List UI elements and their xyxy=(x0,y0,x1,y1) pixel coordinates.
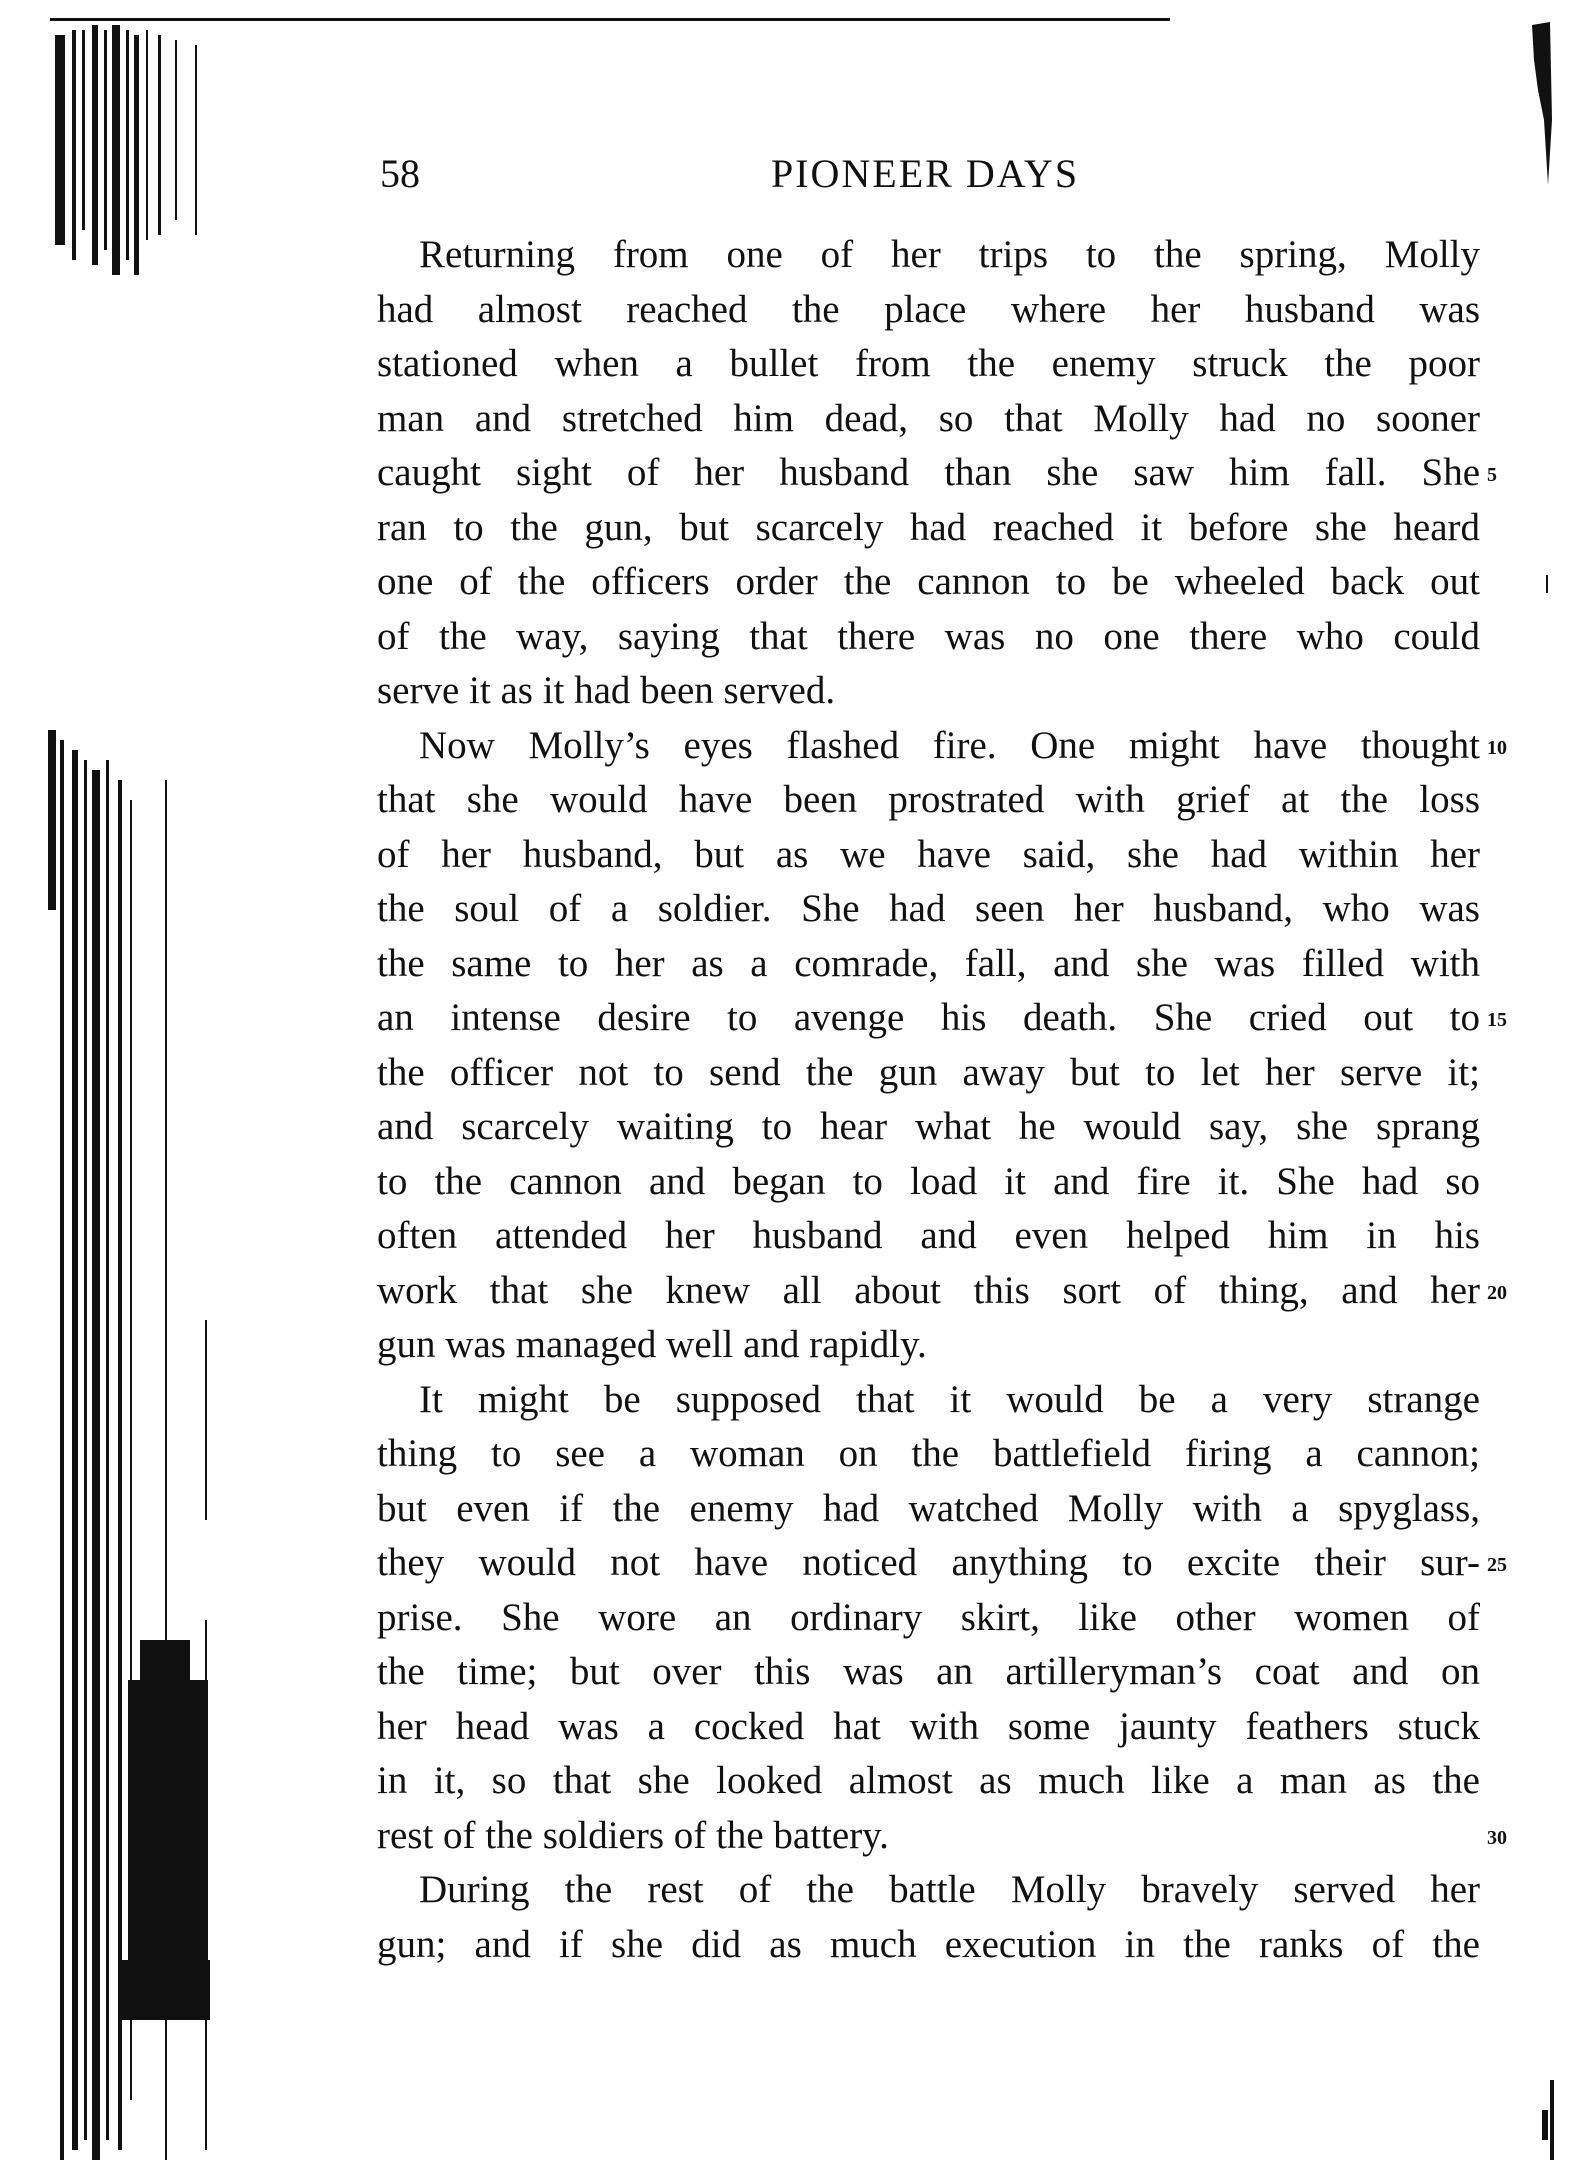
text-line: and scarcely waiting to hear what he would say, she sprang xyxy=(377,1105,1480,1148)
text-line: gun; and if she did as much execution in the ranks of the xyxy=(377,1922,1480,1966)
text-line: Returning from one of her trips to the spring, Molly xyxy=(419,233,1480,276)
text-line: an intense desire to avenge his death. She cried out to 15 xyxy=(377,991,1480,1046)
page-header xyxy=(370,150,1480,210)
text-line: It might be supposed that it would be a very strange xyxy=(419,1377,1480,1421)
text-line: the officer not to send the gun away but to let her serve it; xyxy=(377,1050,1480,1094)
text-line: During the rest of the battle Molly bravely served her xyxy=(419,1868,1480,1911)
text-line: but even if the enemy had watched Molly with a spyglass, xyxy=(377,1486,1480,1530)
text-line: thing to see a woman on the battlefield firing a cannon; xyxy=(377,1432,1480,1475)
text-line: often attended her husband and even helped him in his xyxy=(377,1214,1480,1257)
scan-right-edge xyxy=(1520,0,1576,2181)
text-line: the soul of a soldier. She had seen her husband, who was xyxy=(377,887,1480,930)
text-line: Now Molly’s eyes flashed fire. One might have thought 10 xyxy=(377,719,1480,774)
text-line: prise. She wore an ordinary skirt, like other women of xyxy=(377,1595,1480,1639)
text-line: had almost reached the place where her husband was xyxy=(377,287,1480,331)
text-line: the time; but over this was an artilleryman’s coat and on xyxy=(377,1650,1480,1693)
running-head: PIONEER DAYS xyxy=(770,151,1080,196)
text-line: ran to the gun, but scarcely had reached it before she heard xyxy=(377,505,1480,549)
body-text xyxy=(377,228,1507,1972)
text-line: rest of the soldiers of the battery. 30 xyxy=(377,1809,1480,1864)
page-number: 58 xyxy=(380,151,420,196)
text-line: they would not have noticed anything to excite their sur- 25 xyxy=(377,1536,1480,1591)
text-line: serve it as it had been served. xyxy=(377,669,836,712)
line-number: 5 xyxy=(1487,464,1497,486)
text-line: one of the officers order the cannon to be wheeled back out xyxy=(377,560,1480,603)
line-number: 15 xyxy=(1487,1009,1507,1031)
text-line: of her husband, but as we have said, she had within her xyxy=(377,832,1480,876)
text-line: work that she knew all about this sort of thing, and her 20 xyxy=(377,1264,1480,1319)
line-number: 25 xyxy=(1487,1554,1507,1576)
text-line: gun was managed well and rapidly. xyxy=(377,1323,927,1366)
scan-binding-edge xyxy=(0,0,230,2181)
line-number: 30 xyxy=(1487,1826,1507,1849)
text-line: in it, so that she looked almost as much like a man as the xyxy=(377,1759,1480,1802)
text-line: caught sight of her husband than she saw him fall. She 5 xyxy=(377,446,1480,501)
line-number: 20 xyxy=(1487,1281,1507,1304)
text-line: of the way, saying that there was no one there who could xyxy=(377,614,1480,658)
text-line: her head was a cocked hat with some jaunty feathers stuck xyxy=(377,1704,1480,1748)
text-line: stationed when a bullet from the enemy struck the poor xyxy=(377,342,1480,385)
text-line: the same to her as a comrade, fall, and she was filled with xyxy=(377,941,1480,985)
line-number: 10 xyxy=(1487,736,1507,759)
text-line: man and stretched him dead, so that Molly had no sooner xyxy=(377,396,1480,440)
text-line: that she would have been prostrated with grief at the loss xyxy=(377,778,1480,821)
text-line: to the cannon and began to load it and fire it. She had so xyxy=(377,1159,1480,1203)
